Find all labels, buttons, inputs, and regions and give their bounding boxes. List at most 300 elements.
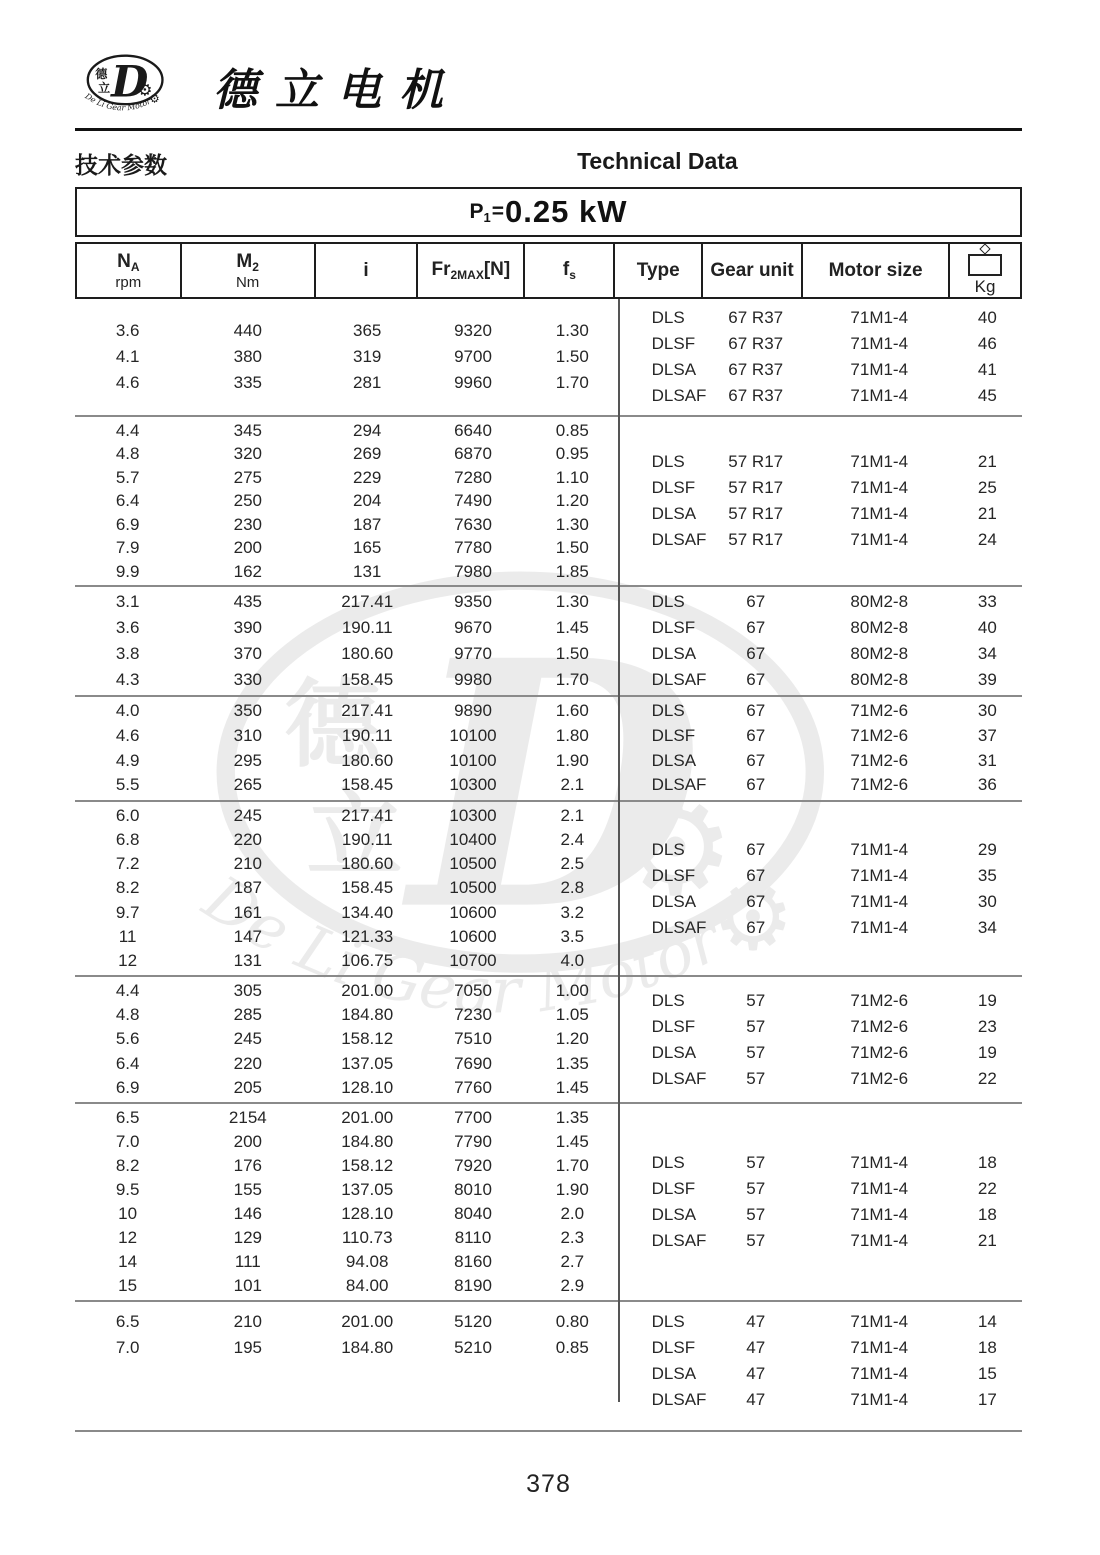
na-value: 3.1 <box>115 592 140 611</box>
table-row <box>618 1228 1022 1254</box>
na-value: 4.9 <box>115 750 140 770</box>
table-row <box>75 749 618 774</box>
fs-value: 2.5 <box>560 854 585 874</box>
gear-unit-value: 57 R17 <box>728 478 784 497</box>
table-row <box>75 828 618 852</box>
gear-unit-value: 67 <box>746 917 766 937</box>
table-row <box>75 1027 618 1051</box>
na-value: 7.0 <box>115 1132 140 1151</box>
table-row <box>618 527 1022 553</box>
gear-unit-value: 67 R37 <box>728 334 784 353</box>
weight-value: 30 <box>977 891 997 911</box>
weight-value: 31 <box>977 750 997 770</box>
gear-unit-value: 57 R17 <box>728 452 784 471</box>
na-value: 15 <box>118 1276 138 1295</box>
fs-value: 3.5 <box>560 926 585 946</box>
fs-value: 2.7 <box>560 1252 585 1271</box>
table-row <box>618 988 1022 1014</box>
gear-unit-value: 47 <box>746 1390 766 1409</box>
motor-size-value: 71M1-4 <box>850 386 909 405</box>
table-row <box>75 925 618 949</box>
ratio-value: 158.45 <box>341 775 394 795</box>
table-row <box>618 1361 1022 1387</box>
motor-size-value: 71M1-4 <box>850 530 909 549</box>
type-value: DLSA <box>651 891 697 911</box>
na-value: 7.9 <box>115 538 140 558</box>
table-row <box>75 641 618 667</box>
motor-size-value: 71M1-4 <box>850 865 909 885</box>
m2-value: 220 <box>233 1053 262 1073</box>
table-row <box>75 589 618 615</box>
na-value: 6.9 <box>115 514 140 534</box>
fs-value: 1.90 <box>555 1180 589 1199</box>
table-row <box>618 501 1022 527</box>
na-value: 3.8 <box>115 644 140 663</box>
table-row <box>618 724 1022 749</box>
weight-value: 23 <box>977 1016 997 1036</box>
table-row <box>75 979 618 1003</box>
table-row <box>75 1130 618 1154</box>
table-group <box>75 1104 1022 1302</box>
gear-unit-value: 57 <box>746 1068 766 1088</box>
fr2max-value: 10700 <box>449 950 497 970</box>
na-value: 6.4 <box>115 491 140 511</box>
column-header-gear-unit: Gear unit <box>703 244 803 297</box>
na-value: 5.6 <box>115 1029 140 1049</box>
fr2max-value: 7050 <box>454 980 492 1000</box>
gear-unit-value: 57 <box>746 1179 766 1198</box>
table-row <box>75 1003 618 1027</box>
m2-value: 131 <box>233 950 262 970</box>
m2-value: 320 <box>233 444 262 464</box>
section-title-row <box>75 147 1022 177</box>
table-row <box>75 513 618 536</box>
motor-size-value: 71M1-4 <box>850 452 909 471</box>
ratio-value: 94.08 <box>345 1252 389 1271</box>
ratio-value: 137.05 <box>341 1053 394 1073</box>
table-row <box>75 876 618 900</box>
table-row <box>75 1052 618 1076</box>
motor-size-value: 71M1-4 <box>850 478 909 497</box>
type-value: DLSAF <box>651 775 707 795</box>
m2-value: 2154 <box>228 1108 267 1127</box>
table-group <box>75 977 1022 1104</box>
na-value: 4.6 <box>115 373 140 392</box>
table-row <box>618 889 1022 915</box>
table-row <box>75 1202 618 1226</box>
ratio-value: 137.05 <box>341 1180 394 1199</box>
motor-size-value: 71M1-4 <box>850 1338 909 1357</box>
motor-size-value: 71M1-4 <box>850 308 909 327</box>
weight-value: 39 <box>977 670 997 689</box>
weight-value: 45 <box>977 386 997 405</box>
ratio-value: 110.73 <box>341 1228 393 1247</box>
type-value: DLSF <box>651 865 696 885</box>
table-row <box>618 449 1022 475</box>
ratio-value: 190.11 <box>341 830 393 850</box>
fr2max-value: 10600 <box>449 902 497 922</box>
table-row <box>618 1014 1022 1040</box>
m2-value: 250 <box>233 491 262 511</box>
motor-size-value: 71M1-4 <box>850 334 909 353</box>
table-row <box>75 318 618 344</box>
table-row <box>618 331 1022 357</box>
fr2max-value: 7280 <box>454 467 492 487</box>
m2-value: 161 <box>233 902 262 922</box>
fs-value: 1.45 <box>555 1132 589 1151</box>
gear-unit-value: 67 <box>746 839 766 859</box>
weight-value: 24 <box>977 530 997 549</box>
m2-value: 176 <box>233 1156 262 1175</box>
fs-value: 2.1 <box>560 806 585 825</box>
m2-value: 440 <box>233 321 262 340</box>
fs-value: 1.50 <box>555 644 589 663</box>
na-value: 12 <box>118 1228 138 1247</box>
table-row <box>618 589 1022 615</box>
fr2max-value: 7920 <box>454 1156 492 1175</box>
fs-value: 0.95 <box>555 444 589 464</box>
weight-value: 18 <box>977 1153 997 1172</box>
ratio-value: 365 <box>353 321 382 340</box>
m2-value: 330 <box>233 670 262 689</box>
type-value: DLS <box>651 990 685 1010</box>
ratio-value: 281 <box>353 373 382 392</box>
table-group <box>75 802 1022 977</box>
fs-value: 1.70 <box>555 1156 589 1175</box>
weight-value: 29 <box>977 839 997 859</box>
fr2max-value: 7980 <box>454 561 492 581</box>
table-group <box>75 417 1022 587</box>
na-value: 4.3 <box>115 670 140 689</box>
fr2max-value: 10100 <box>449 725 497 745</box>
ratio-value: 217.41 <box>341 806 394 825</box>
table-row <box>75 804 618 828</box>
fr2max-value: 5210 <box>454 1338 492 1357</box>
weight-value: 21 <box>977 1231 997 1250</box>
m2-value: 305 <box>233 980 262 1000</box>
m2-value: 285 <box>233 1005 262 1025</box>
fr2max-value: 9980 <box>454 670 492 689</box>
weight-value: 36 <box>977 775 997 795</box>
motor-size-value: 80M2-8 <box>850 592 909 611</box>
type-value: DLS <box>651 1312 685 1331</box>
na-value: 4.4 <box>115 980 140 1000</box>
na-value: 8.2 <box>115 1156 140 1175</box>
fr2max-value: 10600 <box>449 926 497 946</box>
type-value: DLSF <box>651 478 696 497</box>
na-value: 6.8 <box>115 830 140 850</box>
table-row <box>618 1150 1022 1176</box>
fs-value: 1.00 <box>555 980 589 1000</box>
gear-unit-value: 57 <box>746 1153 766 1172</box>
fr2max-value: 9350 <box>454 592 492 611</box>
table-row <box>75 489 618 512</box>
table-row <box>618 1040 1022 1066</box>
table-row <box>75 901 618 925</box>
table-row <box>75 699 618 724</box>
table-row <box>618 615 1022 641</box>
motor-size-value: 71M2-6 <box>850 701 909 720</box>
table-row <box>75 419 618 442</box>
table-row <box>75 724 618 749</box>
weight-value: 35 <box>977 865 997 885</box>
motor-size-value: 71M2-6 <box>850 750 909 770</box>
fs-value: 1.30 <box>555 592 589 611</box>
table-row <box>75 1309 618 1335</box>
m2-value: 155 <box>233 1180 262 1199</box>
table-row <box>618 641 1022 667</box>
m2-value: 435 <box>233 592 262 611</box>
fr2max-value: 10300 <box>449 775 497 795</box>
m2-value: 205 <box>233 1077 262 1097</box>
table-row <box>618 1335 1022 1361</box>
fs-value: 0.85 <box>555 1338 589 1357</box>
weight-value: 18 <box>977 1338 997 1357</box>
type-value: DLSAF <box>651 1390 707 1409</box>
fr2max-value: 10100 <box>449 750 497 770</box>
m2-value: 230 <box>233 514 262 534</box>
table-row <box>618 1066 1022 1092</box>
motor-size-value: 71M1-4 <box>850 1153 909 1172</box>
table-row <box>618 1309 1022 1335</box>
na-value: 6.9 <box>115 1077 140 1097</box>
column-header-fs: $f_s$ <box>525 244 615 297</box>
table-body <box>75 299 1022 1432</box>
fr2max-value: 8010 <box>454 1180 492 1199</box>
na-value: 10 <box>118 1204 138 1223</box>
gear-unit-value: 47 <box>746 1338 766 1357</box>
table-row <box>618 863 1022 889</box>
m2-value: 350 <box>233 701 262 720</box>
type-value: DLSF <box>651 1179 696 1198</box>
fr2max-value: 9890 <box>454 701 492 720</box>
power-rating-box <box>75 187 1022 237</box>
column-header-motor-size: Motor size <box>803 244 950 297</box>
na-value: 8.2 <box>115 878 140 898</box>
type-value: DLSA <box>651 360 697 379</box>
type-value: DLSA <box>651 1205 697 1224</box>
ratio-value: 201.00 <box>341 1312 394 1331</box>
gear-unit-value: 57 R17 <box>728 530 784 549</box>
column-header-ratio: i <box>316 244 419 297</box>
column-header-type: Type <box>615 244 703 297</box>
fs-value: 1.50 <box>555 538 589 558</box>
motor-size-value: 71M1-4 <box>850 1390 909 1409</box>
table-row <box>75 1178 618 1202</box>
fs-value: 1.45 <box>555 618 589 637</box>
type-value: DLS <box>651 1153 685 1172</box>
na-value: 7.2 <box>115 854 140 874</box>
type-value: DLSAF <box>651 530 707 549</box>
m2-value: 370 <box>233 644 262 663</box>
motor-size-value: 71M2-6 <box>850 775 909 795</box>
ratio-value: 187 <box>353 514 382 534</box>
fr2max-value: 10500 <box>449 854 497 874</box>
gear-unit-value: 67 <box>746 865 766 885</box>
fs-value: 1.10 <box>555 467 589 487</box>
m2-value: 220 <box>233 830 262 850</box>
table-row <box>618 667 1022 693</box>
weight-value: 19 <box>977 1042 997 1062</box>
ratio-value: 128.10 <box>341 1077 394 1097</box>
fr2max-value: 10300 <box>449 806 497 825</box>
column-header-m2: $M_2$ Nm <box>182 244 316 297</box>
fs-value: 1.35 <box>555 1108 589 1127</box>
na-value: 4.4 <box>115 421 140 441</box>
gear-unit-value: 57 <box>746 1205 766 1224</box>
weight-value: 46 <box>977 334 997 353</box>
page-footer <box>75 1470 1022 1499</box>
fr2max-value: 7230 <box>454 1005 492 1025</box>
type-value: DLSA <box>651 1364 697 1383</box>
gear-unit-value: 67 R37 <box>728 386 784 405</box>
table-row <box>618 1387 1022 1413</box>
motor-size-value: 71M2-6 <box>850 1016 909 1036</box>
weight-value: 21 <box>977 452 997 471</box>
na-value: 4.8 <box>115 444 140 464</box>
table-row <box>75 1226 618 1250</box>
table-group <box>75 697 1022 802</box>
type-value: DLSF <box>651 334 696 353</box>
table-row <box>75 667 618 693</box>
m2-value: 101 <box>233 1276 262 1295</box>
fs-value: 4.0 <box>560 950 585 970</box>
type-value: DLS <box>651 839 685 859</box>
ratio-value: 158.45 <box>341 878 394 898</box>
fr2max-value: 9700 <box>454 347 492 366</box>
gear-unit-value: 67 <box>746 701 766 720</box>
na-value: 3.6 <box>115 618 140 637</box>
table-row <box>618 383 1022 409</box>
ratio-value: 204 <box>353 491 382 511</box>
motor-size-value: 80M2-8 <box>850 644 909 663</box>
fs-value: 1.35 <box>555 1053 589 1073</box>
header-rule <box>75 128 1022 131</box>
table-row <box>618 1176 1022 1202</box>
ratio-value: 184.80 <box>341 1338 394 1357</box>
table-row <box>618 749 1022 774</box>
gear-unit-value: 67 R37 <box>728 360 784 379</box>
ratio-value: 269 <box>353 444 382 464</box>
m2-value: 310 <box>233 725 262 745</box>
fs-value: 2.8 <box>560 878 585 898</box>
table-header-row <box>75 242 1022 299</box>
na-value: 4.1 <box>115 347 140 366</box>
weight-value: 33 <box>977 592 997 611</box>
m2-value: 210 <box>233 1312 262 1331</box>
motor-size-value: 71M1-4 <box>850 917 909 937</box>
weight-value: 41 <box>977 360 997 379</box>
motor-size-value: 71M1-4 <box>850 1231 909 1250</box>
fs-value: 1.60 <box>555 701 589 720</box>
table-row <box>75 1335 618 1361</box>
gear-unit-value: 57 <box>746 990 766 1010</box>
na-value: 5.5 <box>115 775 140 795</box>
na-value: 4.6 <box>115 725 140 745</box>
fr2max-value: 7790 <box>454 1132 492 1151</box>
na-value: 4.0 <box>115 701 140 720</box>
fr2max-value: 7700 <box>454 1108 492 1127</box>
motor-size-value: 71M1-4 <box>850 360 909 379</box>
table-row <box>618 773 1022 798</box>
weight-icon <box>968 254 1002 276</box>
na-value: 9.5 <box>115 1180 140 1199</box>
weight-value: 17 <box>977 1390 997 1409</box>
ratio-value: 121.33 <box>341 926 394 946</box>
ratio-value: 134.40 <box>341 902 394 922</box>
type-value: DLSA <box>651 750 697 770</box>
table-row <box>75 773 618 798</box>
section-title-cn: 技术参数 <box>75 152 167 178</box>
fs-value: 1.70 <box>555 373 589 392</box>
ratio-value: 229 <box>353 467 382 487</box>
fr2max-value: 6870 <box>454 444 492 464</box>
type-value: DLSA <box>651 504 697 523</box>
m2-value: 111 <box>234 1252 261 1271</box>
ratio-value: 158.45 <box>341 670 394 689</box>
fr2max-value: 5120 <box>454 1312 492 1331</box>
ratio-value: 180.60 <box>341 644 394 663</box>
type-value: DLS <box>651 452 685 471</box>
company-logo <box>75 51 179 121</box>
fs-value: 1.90 <box>555 750 589 770</box>
m2-value: 380 <box>233 347 262 366</box>
fs-value: 1.30 <box>555 514 589 534</box>
fr2max-value: 7490 <box>454 491 492 511</box>
weight-value: 22 <box>977 1068 997 1088</box>
table-row <box>75 1154 618 1178</box>
weight-value: 40 <box>977 618 997 637</box>
ratio-value: 201.00 <box>341 1108 394 1127</box>
ratio-value: 131 <box>353 561 382 581</box>
weight-value: 14 <box>977 1312 997 1331</box>
table-vertical-divider <box>618 299 620 1402</box>
table-row <box>75 1250 618 1274</box>
fs-value: 3.2 <box>560 902 585 922</box>
motor-size-value: 71M1-4 <box>850 1179 909 1198</box>
weight-value: 21 <box>977 504 997 523</box>
fr2max-value: 8190 <box>454 1276 492 1295</box>
motor-size-value: 71M2-6 <box>850 990 909 1010</box>
fr2max-value: 6640 <box>454 421 492 441</box>
gear-unit-value: 67 <box>746 891 766 911</box>
fr2max-value: 7780 <box>454 538 492 558</box>
fr2max-value: 7760 <box>454 1077 492 1097</box>
fr2max-value: 10400 <box>449 830 497 850</box>
table-row <box>75 370 618 396</box>
ratio-value: 217.41 <box>341 701 394 720</box>
table-row <box>75 560 618 583</box>
fr2max-value: 9670 <box>454 618 492 637</box>
power-equals: = <box>491 200 505 223</box>
type-value: DLS <box>651 701 685 720</box>
table-row <box>618 699 1022 724</box>
fr2max-value: 9960 <box>454 373 492 392</box>
type-value: DLSAF <box>651 670 707 689</box>
page-header <box>75 50 1022 122</box>
weight-value: 25 <box>977 478 997 497</box>
type-value: DLSA <box>651 1042 697 1062</box>
table-row <box>618 837 1022 863</box>
table-group <box>75 587 1022 697</box>
na-value: 6.5 <box>115 1312 140 1331</box>
ratio-value: 294 <box>353 421 382 441</box>
fr2max-value: 7630 <box>454 514 492 534</box>
fr2max-value: 8110 <box>454 1228 492 1247</box>
ratio-value: 158.12 <box>341 1156 394 1175</box>
gear-unit-value: 47 <box>746 1312 766 1331</box>
table-row <box>75 615 618 641</box>
